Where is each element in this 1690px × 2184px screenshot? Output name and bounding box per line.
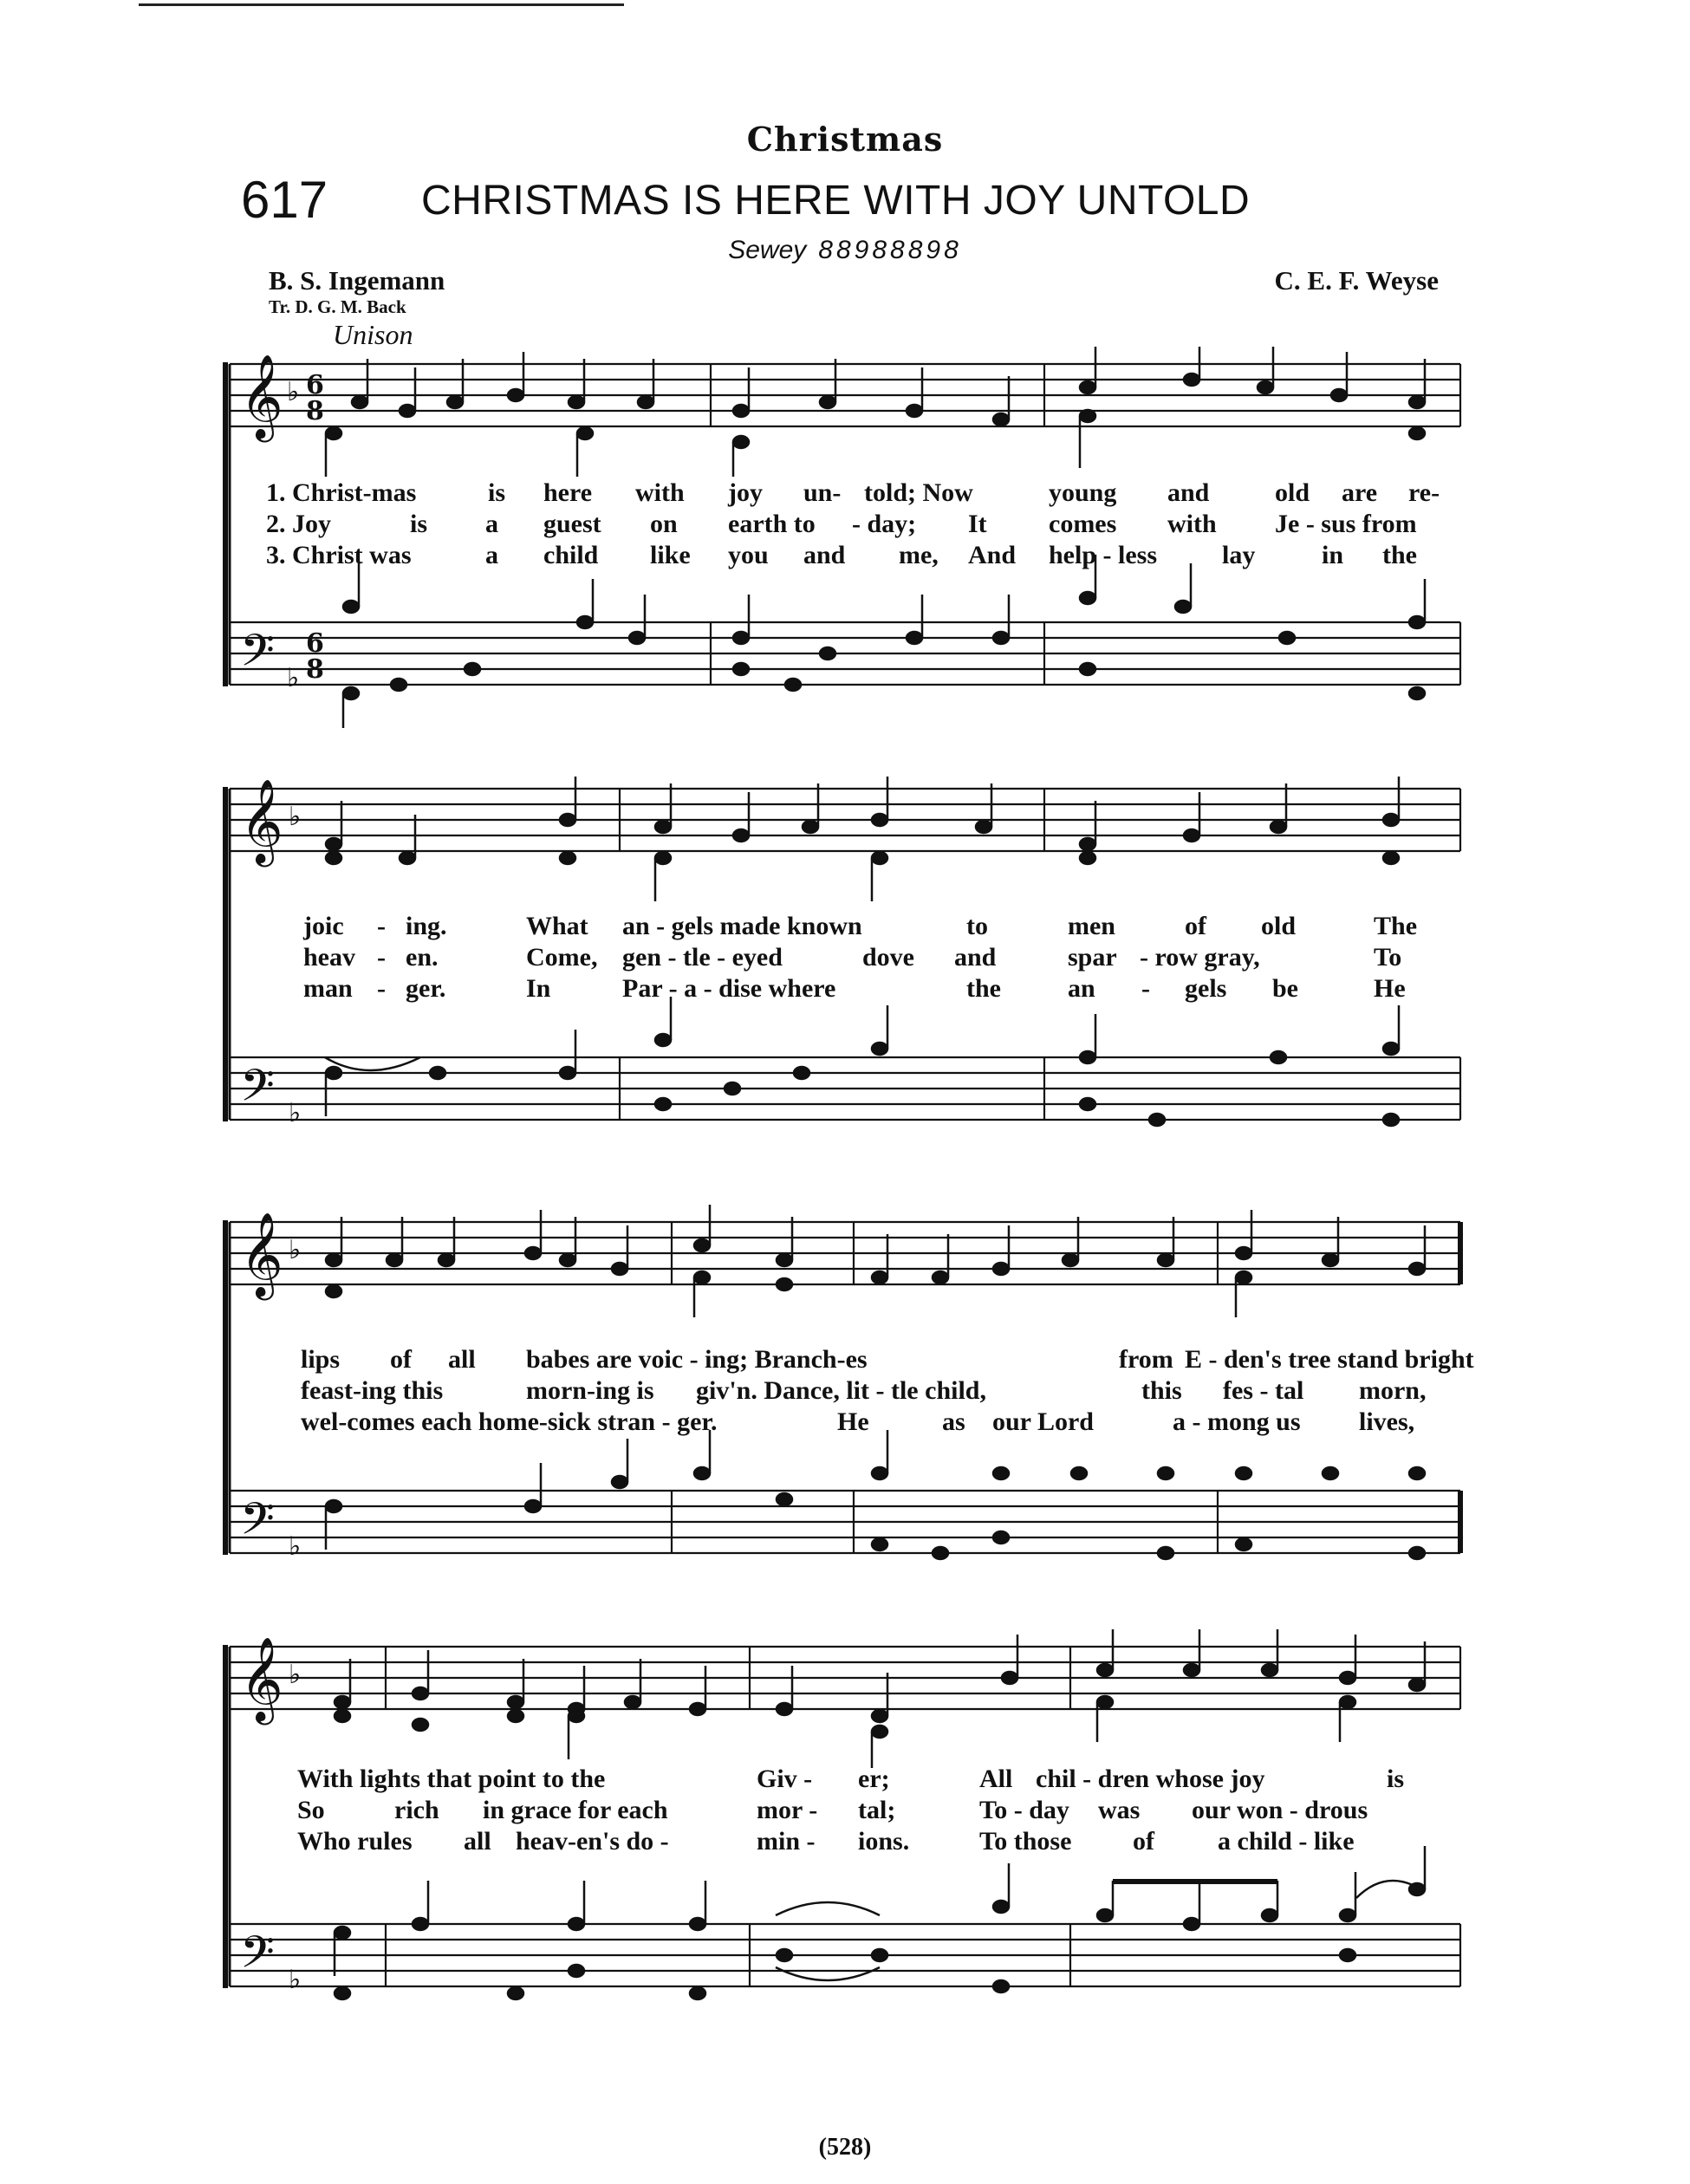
svg-text:8: 8: [306, 654, 324, 685]
lyric-word: gels: [1185, 974, 1227, 1003]
hymn-title: CHRISTMAS IS HERE WITH JOY UNTOLD: [421, 178, 1251, 224]
lyric-word: and: [954, 943, 997, 972]
lyric-word: -: [377, 912, 386, 940]
lyric-word: as: [942, 1407, 965, 1436]
svg-text:𝄞: 𝄞: [240, 354, 283, 439]
svg-text:♭: ♭: [289, 1965, 302, 1995]
lyric-word: with: [635, 478, 685, 507]
lyric-word: It: [968, 510, 987, 538]
lyric-word: dove: [862, 943, 914, 972]
svg-text:𝄢: 𝄢: [240, 1059, 275, 1122]
lyric-word: in: [1322, 541, 1344, 569]
lyric-word: in grace for each: [483, 1796, 668, 1824]
lyric-word: to: [966, 912, 988, 940]
lyric-word: of: [1133, 1827, 1154, 1856]
lyric-word: you: [728, 541, 769, 569]
tune-meter: 88988898: [818, 236, 962, 264]
lyric-word: rich: [394, 1796, 439, 1824]
page-number: (528): [818, 2134, 872, 2161]
lyric-word: lips: [301, 1345, 341, 1374]
lyric-word: the: [1382, 541, 1417, 569]
lyric-word: morn-ing is: [526, 1376, 654, 1405]
lyric-word: E - den's tree stand bright: [1185, 1345, 1474, 1374]
lyric-word: our Lord: [992, 1407, 1094, 1436]
lyric-word: lives,: [1359, 1407, 1415, 1436]
svg-text:𝄢: 𝄢: [240, 624, 275, 687]
lyric-word: What: [526, 912, 588, 940]
svg-text:𝄢: 𝄢: [240, 1926, 275, 1989]
lyric-word: help - less: [1049, 541, 1158, 569]
svg-text:♭: ♭: [289, 1531, 302, 1562]
lyric-word: here: [543, 478, 593, 507]
lyric-word: To those: [979, 1827, 1072, 1856]
lyric-word: this: [1141, 1376, 1182, 1405]
music-system-1: [221, 347, 1469, 728]
lyric-word: a - mong us: [1173, 1407, 1301, 1436]
lyric-word: er;: [858, 1765, 890, 1793]
lyric-word: min -: [757, 1827, 816, 1856]
lyric-word: 1. Christ-mas: [266, 478, 417, 507]
lyric-word: man: [303, 974, 353, 1003]
svg-text:♭: ♭: [287, 377, 300, 407]
lyric-word: fes - tal: [1223, 1376, 1304, 1405]
lyric-word: was: [1098, 1796, 1141, 1824]
svg-text:6: 6: [306, 370, 324, 400]
lyric-word: spar: [1068, 943, 1117, 972]
lyric-word: be: [1272, 974, 1298, 1003]
music-system-2: [221, 771, 1469, 1170]
lyric-word: all: [464, 1827, 491, 1856]
lyric-word: and: [1167, 478, 1210, 507]
lyric-word: en.: [406, 943, 439, 972]
svg-text:♭: ♭: [289, 1660, 302, 1690]
lyric-word: comes: [1049, 510, 1117, 538]
lyric-word: un-: [803, 478, 842, 507]
lyric-word: tal;: [858, 1796, 896, 1824]
lyric-word: wel-comes each home-sick stran - ger.: [301, 1407, 718, 1436]
lyric-word: morn,: [1359, 1376, 1427, 1405]
lyric-word: old: [1275, 478, 1310, 507]
svg-text:𝄞: 𝄞: [240, 1636, 283, 1721]
lyric-word: men: [1068, 912, 1115, 940]
lyric-word: -: [1141, 974, 1150, 1003]
tune-line: [0, 236, 1690, 265]
lyric-word: are: [1342, 478, 1378, 507]
svg-text:♭: ♭: [289, 1098, 302, 1128]
lyric-word: Who rules: [297, 1827, 413, 1856]
lyric-word: He: [1374, 974, 1406, 1003]
lyric-word: ing.: [406, 912, 447, 940]
lyric-word: - day;: [852, 510, 917, 538]
lyric-word: feast-ing this: [301, 1376, 444, 1405]
lyric-word: child: [543, 541, 599, 569]
lyric-word: giv'n. Dance, lit - tle child,: [696, 1376, 986, 1405]
lyric-word: ions.: [858, 1827, 910, 1856]
lyric-word: all: [448, 1345, 476, 1374]
lyric-word: the: [966, 974, 1001, 1003]
tune-name: Sewey: [728, 236, 807, 264]
music-composer: C. E. F. Weyse: [1274, 265, 1439, 296]
lyric-word: And: [968, 541, 1017, 569]
lyric-word: our won - drous: [1192, 1796, 1368, 1824]
section-heading: Christmas: [746, 120, 944, 159]
lyric-word: The: [1374, 912, 1418, 940]
lyric-word: gen - tle - eyed: [622, 943, 783, 972]
lyric-word: To: [1374, 943, 1402, 972]
lyric-word: Je - sus from: [1275, 510, 1417, 538]
lyric-word: 2. Joy: [266, 510, 331, 538]
lyric-word: chil - dren whose joy: [1036, 1765, 1265, 1793]
lyric-word: Par - a - dise where: [622, 974, 836, 1003]
lyric-word: -: [377, 943, 386, 972]
lyric-word: with: [1167, 510, 1217, 538]
lyric-word: earth to: [728, 510, 816, 538]
text-author: B. S. Ingemann: [269, 265, 445, 296]
music-system-4: [221, 1629, 1469, 2028]
lyric-word: a child - like: [1218, 1827, 1355, 1856]
lyric-word: of: [1185, 912, 1206, 940]
lyric-word: old: [1261, 912, 1297, 940]
lyric-word: babes are voic - ing; Branch-es: [526, 1345, 868, 1374]
lyric-word: All: [979, 1765, 1013, 1793]
lyric-word: ger.: [406, 974, 446, 1003]
lyric-word: heav-en's do -: [516, 1827, 669, 1856]
lyric-word: and: [803, 541, 846, 569]
svg-text:𝄞: 𝄞: [240, 1212, 283, 1297]
lyric-word: a: [485, 541, 498, 569]
lyric-word: like: [650, 541, 691, 569]
lyric-word: -: [377, 974, 386, 1003]
lyric-word: an: [1068, 974, 1095, 1003]
lyric-word: is: [1387, 1765, 1405, 1793]
lyric-word: from: [1119, 1345, 1173, 1374]
lyric-word: joy: [728, 478, 763, 507]
lyric-word: mor -: [757, 1796, 818, 1824]
top-rule: [139, 3, 624, 6]
music-system-3: [221, 1205, 1474, 1603]
svg-text:♭: ♭: [287, 663, 300, 693]
lyric-word: is: [488, 478, 506, 507]
lyric-word: is: [410, 510, 428, 538]
lyric-word: 3. Christ was: [266, 541, 412, 569]
lyric-word: - row gray,: [1140, 943, 1260, 972]
svg-text:♭: ♭: [289, 1235, 302, 1265]
lyric-word: guest: [543, 510, 601, 538]
lyric-word: an - gels made known: [622, 912, 862, 940]
lyric-word: With lights that point to the: [297, 1765, 606, 1793]
lyric-word: To - day: [979, 1796, 1069, 1824]
lyric-word: Giv -: [757, 1765, 813, 1793]
hymn-number: 617: [241, 171, 328, 229]
lyric-word: Come,: [526, 943, 598, 972]
lyric-word: on: [650, 510, 678, 538]
svg-text:𝄢: 𝄢: [240, 1492, 275, 1556]
translator-credit: Tr. D. G. M. Back: [269, 296, 406, 317]
lyric-word: heav: [303, 943, 355, 972]
svg-text:♭: ♭: [289, 802, 302, 832]
lyric-word: joic: [303, 912, 344, 940]
lyric-word: lay: [1222, 541, 1256, 569]
lyric-word: a: [485, 510, 498, 538]
lyric-word: re-: [1408, 478, 1440, 507]
svg-text:𝄞: 𝄞: [240, 778, 283, 863]
lyric-word: In: [526, 974, 551, 1003]
performance-direction: Unison: [333, 319, 413, 350]
lyric-word: told; Now: [864, 478, 973, 507]
lyric-word: of: [390, 1345, 412, 1374]
svg-text:6: 6: [306, 628, 324, 659]
svg-text:8: 8: [306, 396, 324, 426]
lyric-word: young: [1049, 478, 1117, 507]
lyric-word: So: [297, 1796, 325, 1824]
lyric-word: He: [837, 1407, 869, 1436]
lyric-word: me,: [899, 541, 939, 569]
